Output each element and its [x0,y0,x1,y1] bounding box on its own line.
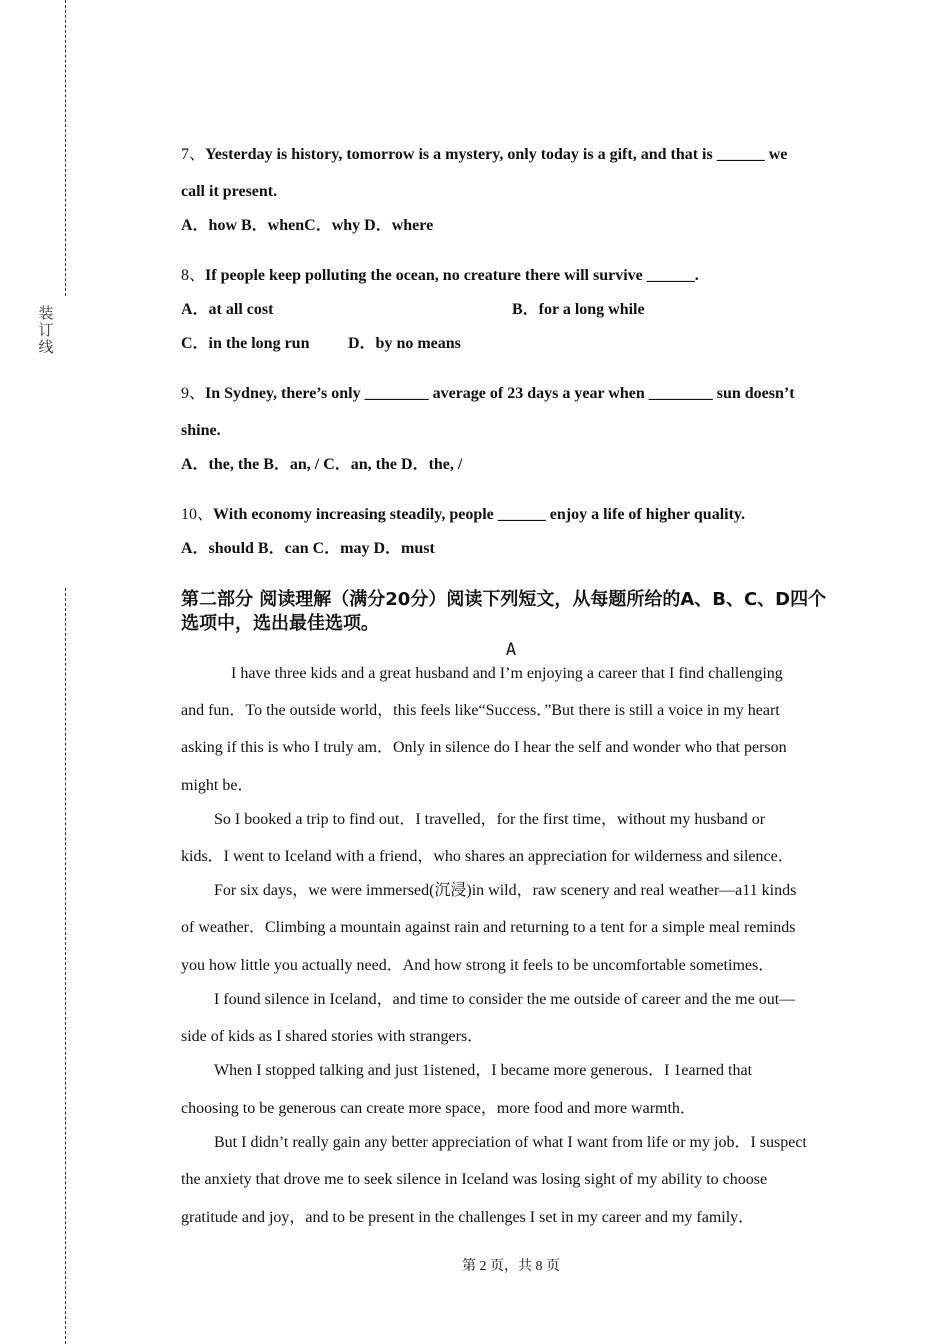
question-number: 8、 [181,267,206,284]
question-8-option-a: A．at all cost [181,301,274,318]
passage-line: and fun．To the outside world，this feels like“Success．”But there is still a voice in my heart [181,702,780,719]
passage-line: asking if this is who I truly am．Only in silence do I hear the self and wonder who that person [181,739,787,756]
passage-line: For six days，we were immersed(沉浸)in wild，raw scenery and real weather—a11 kinds [214,882,797,899]
binding-dashed-line-top [65,0,66,296]
section-title-line-2: 选项中，选出最佳选项。 [181,613,379,634]
passage-line: gratitude and joy，and to be present in the challenges I set in my career and my family． [181,1209,755,1226]
question-number: 10、 [181,506,214,523]
passage-line: the anxiety that drove me to seek silence in Iceland was losing sight of my ability to choose [181,1171,768,1188]
section-title-line-1: 第二部分 阅读理解（满分20分）阅读下列短文，从每题所给的A、B、C、D四个 [181,589,827,610]
question-7-line-2: call it present. [181,183,278,200]
page-footer: 第 2 页，共 8 页 [462,1259,560,1274]
question-9-options: A．the, the B．an, / C．an, the D．the, / [181,456,463,473]
question-10-line-1 [181,505,745,525]
passage-title: A [505,640,517,660]
question-text: In Sydney, there’s only ________ average of 23 days a year when ________ sun doesn’t [205,385,795,402]
passage-line: choosing to be generous can create more space，more food and more warmth． [181,1100,696,1117]
question-8-option-c: C．in the long run [181,335,310,352]
question-8-line-1 [181,266,699,286]
question-8-option-b: B．for a long while [512,301,645,318]
question-9-line-2: shine. [181,422,221,439]
passage-line: I found silence in Iceland，and time to consider the me outside of career and the me out— [214,991,796,1008]
passage-line: side of kids as I shared stories with strangers． [181,1028,484,1045]
question-10-options: A．should B．can C．may D．must [181,540,435,557]
passage-line: I have three kids and a great husband and I’m enjoying a career that I find challenging [231,665,783,682]
passage-line: of weather．Climbing a mountain against rain and returning to a tent for a simple meal reminds [181,919,796,936]
passage-line: But I didn’t really gain any better appreciation of what I want from life or my job．I suspect [214,1134,807,1151]
question-7-line-1 [181,145,787,165]
passage-line: So I booked a trip to find out．I travelled，for the first time，without my husband or [214,811,766,828]
question-text: If people keep polluting the ocean, no creature there will survive ______. [205,267,699,284]
question-8-option-d: D．by no means [348,335,461,352]
question-number: 9、 [181,385,206,402]
question-7-options: A．how B．whenC．why D．where [181,217,434,234]
question-number: 7、 [181,146,206,163]
passage-line: kids．I went to Iceland with a friend，who shares an appreciation for wilderness and silence． [181,848,794,865]
binding-label [37,305,55,356]
binding-label-char: 装 [38,304,54,322]
passage-line: might be． [181,777,254,794]
binding-label-char: 线 [38,338,54,356]
question-text: Yesterday is history, tomorrow is a mystery, only today is a gift, and that is ______ we [205,146,788,163]
question-text: With economy increasing steadily, people ______ enjoy a life of higher quality. [213,506,746,523]
passage-line: When I stopped talking and just 1istened，I became more generous．I 1earned that [214,1062,753,1079]
passage-line: you how little you actually need．And how strong it feels to be uncomfortable sometimes． [181,957,775,974]
binding-dashed-line-bottom [65,588,66,1344]
binding-label-char: 订 [38,321,54,339]
question-9-line-1 [181,384,795,404]
